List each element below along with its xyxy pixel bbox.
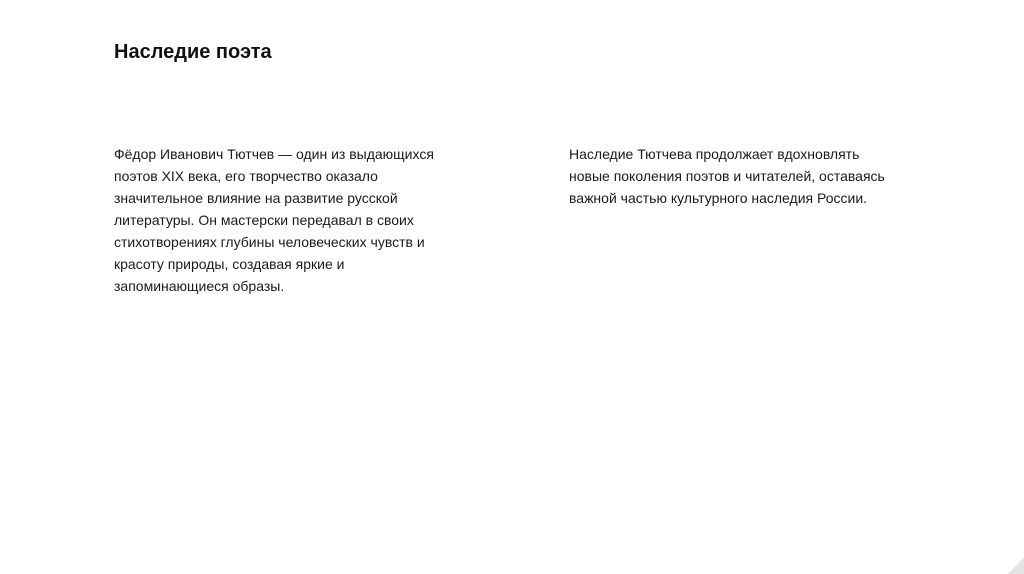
slide-title: Наследие поэта (114, 41, 272, 63)
text-line: значительное влияние на развитие русской (114, 190, 398, 206)
text-line: Фёдор Иванович Тютчев — один из выдающихся (114, 146, 434, 162)
text-line: Наследие Тютчева продолжает вдохновлять (569, 146, 860, 162)
text-line: красоту природы, создавая яркие и (114, 256, 345, 272)
text-line: поэтов XIX века, его творчество оказало (114, 168, 378, 184)
text-line: стихотворениях глубины человеческих чувств и (114, 234, 425, 250)
page-corner-fold (1008, 558, 1024, 574)
left-text-column (114, 143, 459, 297)
text-line: новые поколения поэтов и читателей, оставаясь (569, 168, 885, 184)
text-line: запоминающиеся образы. (114, 278, 285, 294)
text-line: литературы. Он мастерски передавал в своих (114, 212, 414, 228)
text-line: важной частью культурного наследия России. (569, 190, 868, 206)
right-text-column (569, 143, 914, 209)
